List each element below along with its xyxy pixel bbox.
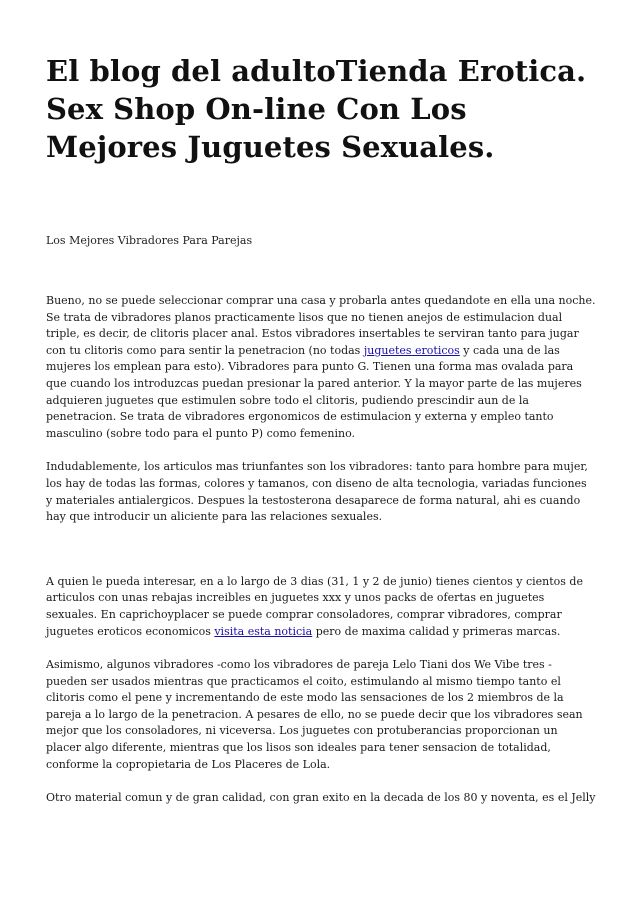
paragraph-1-text-b: y cada una de las mujeres los emplean para esto). Vibradores para punto G. Tienen una forma mas ovalada para que cuando los introduzcas puedan presionar la pared anterior. Y la mayor parte de las mujeres adquieren juguetes que estimulen sobre todo el clitoris, pudiendo prescindir aun de la penetracion. Se trata de vibradores ergonomicos de estimulacion y externa y empleo tanto masculino (sobre todo para el punto P) como femenino. [46, 343, 582, 440]
paragraph-4: Asimismo, algunos vibradores -como los vibradores de pareja Lelo Tiani dos We Vibe tres - pueden ser usados mientras que practicamos el coito, estimulando al mismo tiempo tanto el clitoris como el pene y incrementando de este modo las sensaciones de los 2 miembros de la pareja a lo largo de la penetracion. A pesares de ello, no se puede decir que los vibradores sean mejor que los consoladores, ni viceversa. Los juguetes con protuberancias proporcionan un placer algo diferente, mientras que los lisos son ideales para tener sensacion de totalidad, conforme la copropietaria de Los Placeres de Lola. [46, 658, 583, 771]
paragraph-1 [46, 293, 596, 442]
page-title: El blog del adultoTienda Erotica. Sex Shop On-line Con Los Mejores Juguetes Sexuales. [46, 54, 587, 164]
juguetes-eroticos-link[interactable]: juguetes eroticos [363, 343, 460, 357]
paragraph-3 [46, 574, 596, 640]
document-page [46, 52, 596, 807]
paragraph-2: Indudablemente, los articulos mas triunfantes son los vibradores: tanto para hombre para mujer, los hay de todas las formas, colores y tamanos, con diseno de alta tecnologia, variadas funciones y materiales antialergicos. Despues la testosterona desaparece de forma natural, ahi es cuando hay que introducir un aliciente para las relaciones sexuales. [46, 460, 588, 524]
paragraph-1-text-a: Bueno, no se puede seleccionar comprar una casa y probarla antes quedandote en ella una noche. Se trata de vibradores planos practicamente lisos que no tienen anejos de estimulacion dual triple, es decir, de clitoris placer anal. Estos vibradores insertables te serviran tanto para jugar con tu clitoris como para sentir la penetracion (no todas [46, 294, 596, 357]
visita-esta-noticia-link[interactable]: visita esta noticia [214, 624, 313, 638]
paragraph-3-text-b: pero de maxima calidad y primeras marcas. [312, 624, 561, 638]
paragraph-5: Otro material comun y de gran calidad, con gran exito en la decada de los 80 y noventa, es el Jelly [46, 791, 596, 805]
post-subtitle: Los Mejores Vibradores Para Parejas [46, 234, 253, 247]
paragraph-3-text-a: A quien le pueda interesar, en a lo largo de 3 dias (31, 1 y 2 de junio) tienes cientos y cientos de articulos con unas rebajas increibles en juguetes xxx y unos packs de ofertas en juguetes sexuales. En caprichoyplacer se puede comprar consoladores, comprar vibradores, comprar juguetes eroticos economicos [46, 574, 583, 638]
